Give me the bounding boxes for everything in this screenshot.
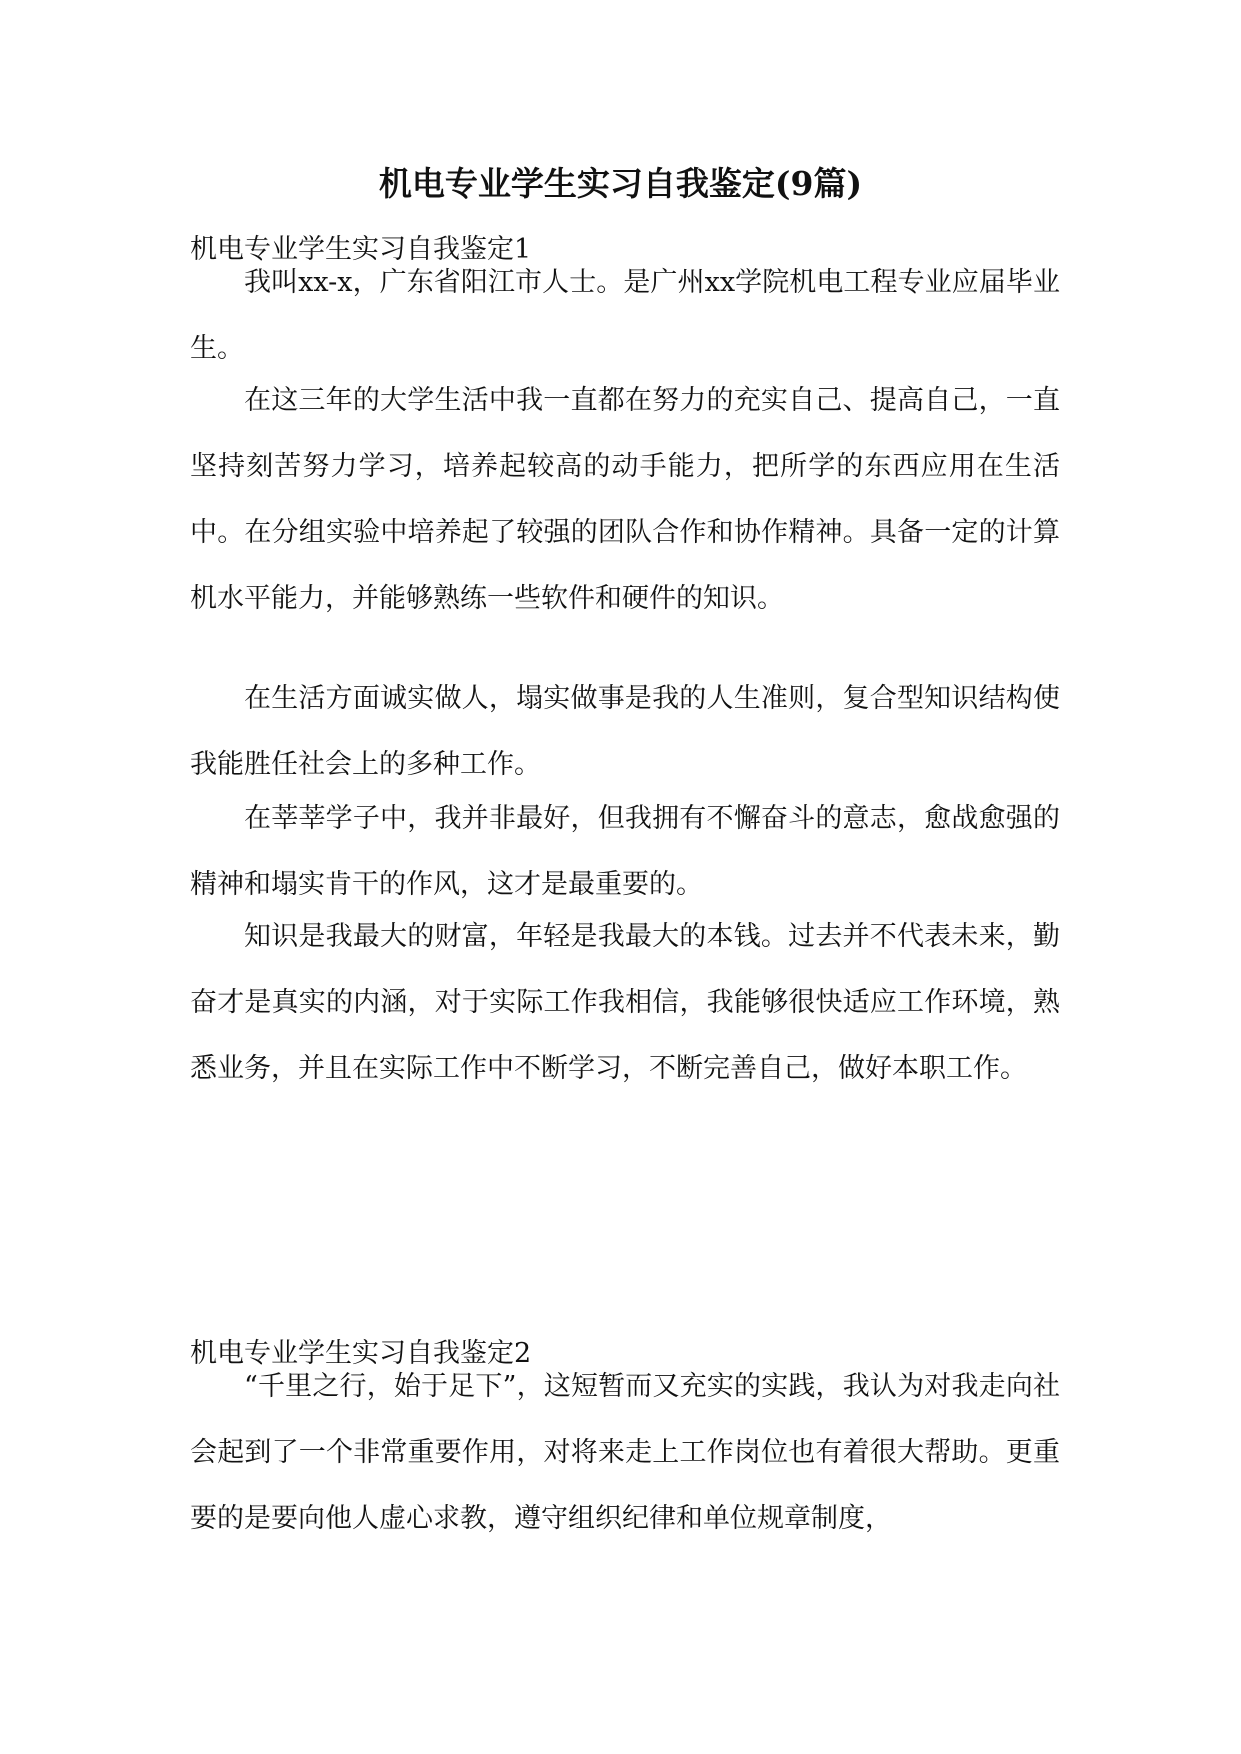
section-2-paragraph-1: “千里之行，始于足下”，这短暂而又充实的实践，我认为对我走向社会起到了一个非常重要作用，对将来走上工作岗位也有着很大帮助。更重要的是要向他人虚心求教，遵守组织纪律和单位规章制度， bbox=[190, 1371, 1060, 1534]
section-1-paragraph-2: 在这三年的大学生活中我一直都在努力的充实自己、提高自己，一直坚持刻苦努力学习，培养起较高的动手能力，把所学的东西应用在生活中。在分组实验中培养起了较强的团队合作和协作精神。具备一定的计算机水平能力，并能够熟练一些软件和硬件的知识。 bbox=[190, 385, 1060, 614]
section-1-paragraph-4: 在莘莘学子中，我并非最好，但我拥有不懈奋斗的意志，愈战愈强的精神和塌实肯干的作风，这才是最重要的。 bbox=[190, 803, 1060, 900]
section-1-paragraph-1: 我叫xx-x，广东省阳江市人士。是广州xx学院机电工程专业应届毕业生。 bbox=[190, 267, 1060, 364]
section-1-paragraph-5: 知识是我最大的财富，年轻是我最大的本钱。过去并不代表未来，勤奋才是真实的内涵，对于实际工作我相信，我能够很快适应工作环境，熟悉业务，并且在实际工作中不断学习，不断完善自己，做好本职工作。 bbox=[190, 921, 1060, 1084]
section-1-paragraph-3: 在生活方面诚实做人，塌实做事是我的人生准则，复合型知识结构使我能胜任社会上的多种工作。 bbox=[190, 683, 1060, 780]
document-title: 机电专业学生实习自我鉴定(9篇) bbox=[378, 164, 863, 203]
section-2-heading: 机电专业学生实习自我鉴定2 bbox=[190, 1338, 532, 1369]
section-1-heading: 机电专业学生实习自我鉴定1 bbox=[190, 234, 532, 265]
